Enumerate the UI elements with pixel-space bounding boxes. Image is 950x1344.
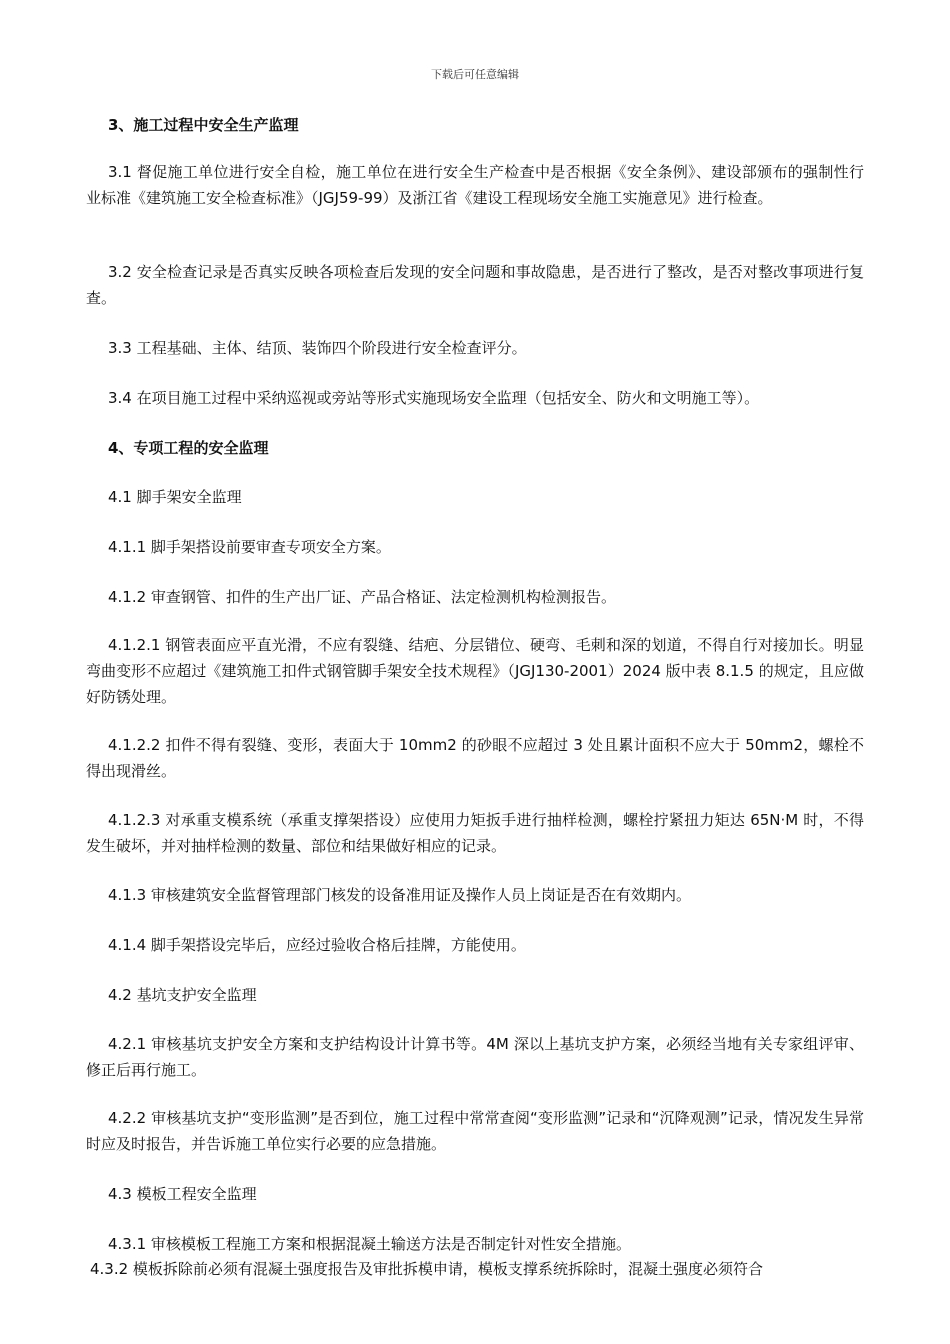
section-heading-3: 3、施工过程中安全生产监理: [108, 116, 299, 134]
paragraph-4-2: 4.2 基坑支护安全监理: [108, 986, 257, 1004]
paragraph-3-1: 3.1 督促施工单位进行安全自检，施工单位在进行安全生产检查中是否根据《安全条例》、建设部颁布的强制性行业标准《建筑施工安全检查标准》（JGJ59-99）及浙江省《建设工程现场安全施工实施意见》进行检查。: [86, 163, 864, 207]
paragraph-4-1: 4.1 脚手架安全监理: [108, 488, 242, 506]
paragraph-4-3: 4.3 模板工程安全监理: [108, 1185, 257, 1203]
paragraph-4-1-2-2: 4.1.2.2 扣件不得有裂缝、变形，表面大于 10mm2 的砂眼不应超过 3 处且累计面积不应大于 50mm2，螺栓不得出现滑丝。: [86, 736, 864, 780]
paragraph-4-2-1: 4.2.1 审核基坑支护安全方案和支护结构设计计算书等。4M 深以上基坑支护方案，必须经当地有关专家组评审、修正后再行施工。: [86, 1035, 864, 1079]
paragraph-4-1-2-3: 4.1.2.3 对承重支模系统（承重支撑架搭设）应使用力矩扳手进行抽样检测，螺栓拧紧扭力矩达 65N·M 时，不得发生破坏，并对抽样检测的数量、部位和结果做好相应的记录。: [86, 811, 864, 855]
paragraph-3-4: 3.4 在项目施工过程中采纳巡视或旁站等形式实施现场安全监理（包括安全、防火和文明施工等）。: [108, 389, 760, 407]
paragraph-4-1-4: 4.1.4 脚手架搭设完毕后，应经过验收合格后挂牌，方能使用。: [108, 936, 526, 954]
paragraph-4-3-1: 4.3.1 审核模板工程施工方案和根据混凝土输送方法是否制定针对性安全措施。: [108, 1235, 631, 1253]
paragraph-4-3-2: 4.3.2 模板拆除前必须有混凝土强度报告及审批拆模申请，模板支撑系统拆除时，混凝土强度必须符合: [90, 1260, 763, 1278]
paragraph-4-1-2-1: 4.1.2.1 钢管表面应平直光滑，不应有裂缝、结疤、分层错位、硬弯、毛刺和深的划道，不得自行对接加长。明显弯曲变形不应超过《建筑施工扣件式钢管脚手架安全技术规程》（JGJ130-2001）2024 版中表 8.1.5 的规定，且应做好防锈处理。: [86, 636, 864, 706]
paragraph-4-1-2: 4.1.2 审查钢管、扣件的生产出厂证、产品合格证、法定检测机构检测报告。: [108, 588, 616, 606]
paragraph-4-2-2: 4.2.2 审核基坑支护“变形监测”是否到位，施工过程中常常查阅“变形监测”记录和“沉降观测”记录，情况发生异常时应及时报告，并告诉施工单位实行必要的应急措施。: [86, 1109, 864, 1153]
paragraph-4-1-3: 4.1.3 审核建筑安全监督管理部门核发的设备准用证及操作人员上岗证是否在有效期内。: [108, 886, 691, 904]
paragraph-3-3: 3.3 工程基础、主体、结顶、装饰四个阶段进行安全检查评分。: [108, 339, 527, 357]
paragraph-3-2: 3.2 安全检查记录是否真实反映各项检查后发现的安全问题和事故隐患，是否进行了整改，是否对整改事项进行复查。: [86, 263, 864, 307]
page-header: 下载后可任意编辑: [431, 68, 519, 81]
section-heading-4: 4、专项工程的安全监理: [108, 439, 269, 457]
paragraph-4-1-1: 4.1.1 脚手架搭设前要审查专项安全方案。: [108, 538, 391, 556]
